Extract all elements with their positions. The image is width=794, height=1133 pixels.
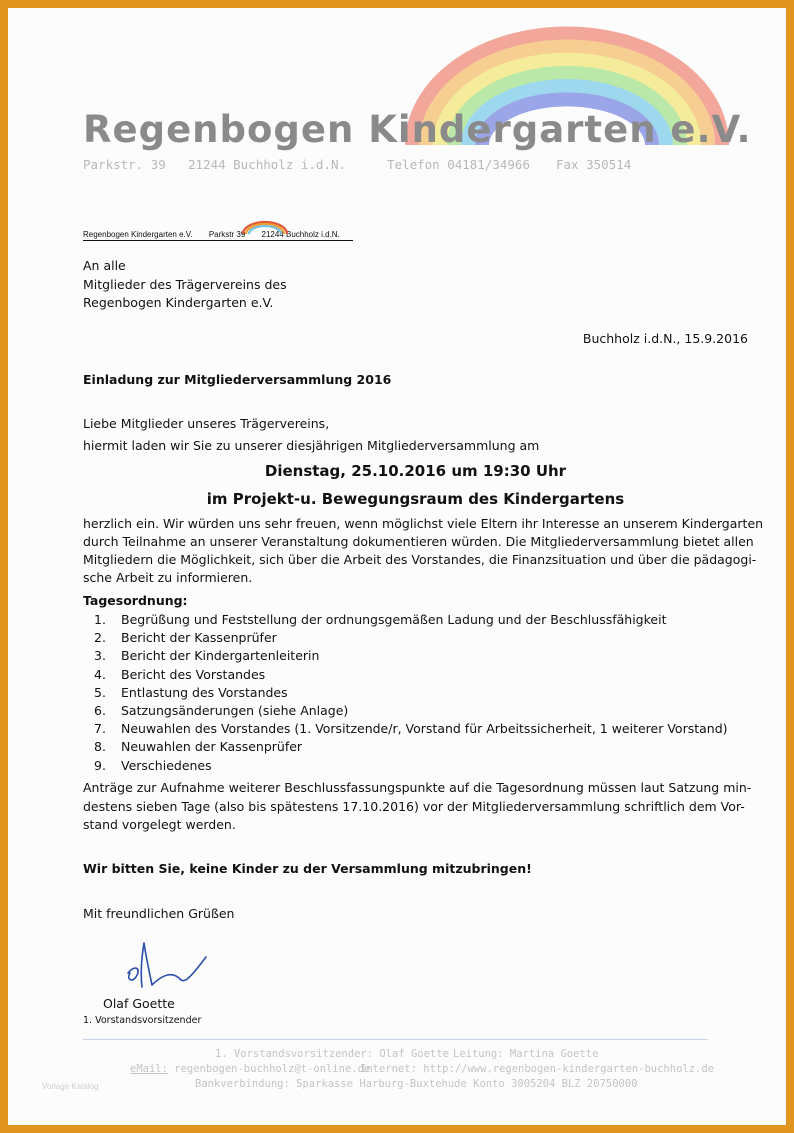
footer-internet: Internet: http://www.regenbogen-kindergarten-buchholz.de bbox=[360, 1063, 715, 1075]
agenda-text: Satzungsänderungen (siehe Anlage) bbox=[121, 703, 349, 719]
body-line: herzlich ein. Wir würden uns sehr freuen, wenn möglichst viele Eltern ihr Interesse an unserem Kindergarten bbox=[83, 516, 764, 531]
agenda-number: 5. bbox=[94, 684, 106, 700]
agenda-list bbox=[83, 611, 728, 775]
notice: Wir bitten Sie, keine Kinder zu der Versammlung mitzubringen! bbox=[83, 861, 532, 876]
agenda-number: 4. bbox=[94, 666, 106, 682]
event-date: Dienstag, 25.10.2016 um 19:30 Uhr bbox=[264, 462, 567, 480]
sender-line bbox=[83, 230, 353, 241]
event-place: im Projekt-u. Bewegungsraum des Kindergartens bbox=[206, 490, 625, 508]
motion-line: Anträge zur Aufnahme weiterer Beschlussfassungspunkte auf die Tagesordnung müssen laut Satzung min- bbox=[83, 780, 752, 795]
footer-email-row bbox=[130, 1063, 370, 1075]
footer-email: regenbogen-buchholz@t-online.de bbox=[174, 1063, 371, 1075]
motion-line: stand vorgelegt werden. bbox=[83, 817, 236, 832]
subject: Einladung zur Mitgliederversammlung 2016 bbox=[83, 372, 392, 387]
org-title: Regenbogen Kindergarten e.V. bbox=[83, 108, 752, 151]
body-line: durch Teilnahme an unserer Veranstaltung dokumentieren würden. Die Mitgliederversammlung bietet allen bbox=[83, 534, 754, 549]
agenda-number: 6. bbox=[94, 703, 106, 719]
letterhead-fax: Fax 350514 bbox=[556, 157, 632, 172]
date-line: Buchholz i.d.N., 15.9.2016 bbox=[582, 331, 748, 346]
letterhead-city: 21244 Buchholz i.d.N. bbox=[188, 157, 347, 172]
agenda-text: Bericht des Vorstandes bbox=[121, 666, 266, 682]
agenda-text: Entlastung des Vorstandes bbox=[121, 684, 288, 700]
body-line: Mitgliedern die Möglichkeit, sich über die Arbeit des Vorstandes, die Finanzsituation und über die pädagogi- bbox=[83, 552, 757, 567]
signer-role: 1. Vorstandsvorsitzender bbox=[83, 1015, 202, 1026]
agenda-text: Neuwahlen des Vorstandes (1. Vorsitzende/r, Vorstand für Arbeitssicherheit, 1 weiterer Vorstand) bbox=[121, 721, 728, 737]
recipient-line-1: An alle bbox=[83, 258, 126, 273]
body-line: sche Arbeit zu informieren. bbox=[83, 570, 253, 585]
motion-line: destens sieben Tage (also bis spätestens 17.10.2016) vor der Mitgliederversammlung schriftlich dem Vor- bbox=[83, 799, 745, 814]
intro: hiermit laden wir Sie zu unserer diesjährigen Mitgliederversammlung am bbox=[83, 438, 540, 453]
agenda-item bbox=[83, 757, 728, 775]
recipient-line-3: Regenbogen Kindergarten e.V. bbox=[83, 295, 274, 310]
agenda-text: Neuwahlen der Kassenprüfer bbox=[121, 739, 303, 755]
agenda-item bbox=[83, 702, 728, 720]
greeting: Liebe Mitglieder unseres Trägervereins, bbox=[83, 416, 330, 431]
letterhead-street: Parkstr. 39 bbox=[83, 157, 166, 172]
closing: Mit freundlichen Grüßen bbox=[83, 906, 235, 921]
footer-lead: Leitung: Martina Goette bbox=[453, 1048, 599, 1060]
letterhead-phone: Telefon 04181/34966 bbox=[387, 157, 530, 172]
agenda-text: Begrüßung und Feststellung der ordnungsgemäßen Ladung und der Beschlussfähigkeit bbox=[121, 612, 667, 627]
mini-rainbow-logo bbox=[241, 220, 289, 234]
agenda-item bbox=[83, 720, 728, 738]
footer-bank: Bankverbindung: Sparkasse Harburg-Buxtehude Konto 3005204 BLZ 20750000 bbox=[195, 1078, 638, 1090]
sender-city: 21244 Buchholz i.d.N. bbox=[261, 230, 340, 239]
agenda-number: 2. bbox=[94, 630, 106, 646]
footer-email-label: eMail: bbox=[130, 1063, 168, 1075]
signature bbox=[122, 935, 212, 995]
agenda-item bbox=[83, 684, 728, 702]
sender-name: Regenbogen Kindergarten e.V. bbox=[83, 230, 193, 239]
footer-chair: 1. Vorstandsvorsitzender: Olaf Goette bbox=[215, 1048, 449, 1060]
agenda-text: Verschiedenes bbox=[121, 757, 212, 773]
agenda-item bbox=[83, 629, 728, 647]
agenda-number: 3. bbox=[94, 648, 106, 664]
agenda-item bbox=[83, 666, 728, 684]
sender-street: Parkstr 39 bbox=[208, 230, 246, 239]
agenda-number: 9. bbox=[94, 757, 106, 773]
agenda-text: Bericht der Kassenprüfer bbox=[121, 630, 277, 646]
agenda-item bbox=[83, 738, 728, 756]
agenda-item bbox=[83, 647, 728, 665]
agenda-text: Bericht der Kindergartenleiterin bbox=[121, 648, 320, 664]
footer-divider bbox=[83, 1039, 708, 1040]
recipient-line-2: Mitglieder des Trägervereins des bbox=[83, 277, 287, 292]
agenda-title: Tagesordnung: bbox=[83, 593, 188, 608]
agenda-number: 8. bbox=[94, 739, 106, 755]
agenda-item bbox=[83, 611, 728, 629]
signer-name: Olaf Goette bbox=[103, 996, 175, 1011]
watermark: Vorlage Katalog bbox=[42, 1082, 99, 1091]
agenda-number: 1. bbox=[94, 612, 106, 627]
agenda-number: 7. bbox=[94, 721, 106, 737]
